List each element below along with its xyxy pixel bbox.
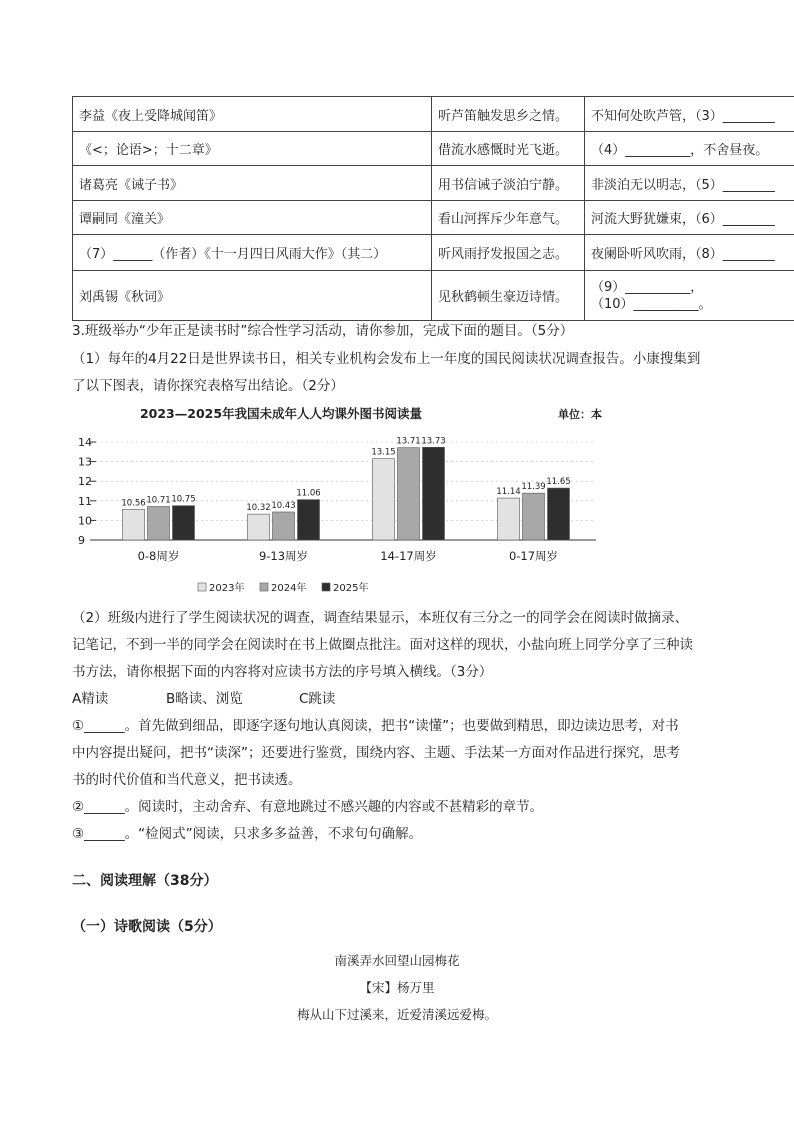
legend-label: 2025年 [333, 583, 369, 594]
poem-table [72, 96, 794, 321]
item2: ②______。阅读时，主动舍弃、有意地跳过不感兴趣的内容或不甚精彩的章节。 [72, 799, 544, 815]
bar-value-label: 11.06 [296, 488, 321, 499]
table-cell-theme: 借流水感慨时光飞逝。 [432, 132, 585, 166]
category-label: 0-17周岁 [508, 549, 559, 563]
bar-2023年 [498, 498, 520, 540]
option-b: B略读、浏览 [166, 691, 243, 707]
table-cell-line: 非淡泊无以明志，（5）________ [585, 166, 794, 201]
bar-2025年 [173, 506, 195, 540]
table-row [73, 97, 794, 132]
bar-2024年 [523, 493, 545, 540]
table-cell-source: 刘禹锡《秋词》 [73, 271, 432, 321]
bar-2023年 [123, 509, 145, 540]
legend-swatch [322, 583, 330, 591]
option-c: C跳读 [299, 691, 336, 707]
legend-label: 2024年 [271, 583, 307, 594]
table-cell-source: （7）______（作者）《十一月四日风雨大作》（其二） [73, 235, 432, 271]
legend [198, 581, 368, 594]
bars [121, 436, 570, 540]
table-line-part1: （9）__________， [591, 279, 704, 295]
legend-swatch [260, 583, 268, 591]
bar-2024年 [398, 448, 420, 540]
q3-part1-line2: 了以下图表，请你探究表格写出结论。（2分） [72, 378, 344, 394]
bar-value-label: 11.14 [496, 487, 521, 498]
bar-value-label: 13.73 [421, 436, 446, 447]
y-tick-label: 13 [78, 455, 92, 469]
item1-line1: ①______。首先做到细品，即逐字逐句地认真阅读，把书“读懂”；也要做到精思，即边读边思考，对书 [72, 718, 679, 734]
table-cell-source: 《<；论语>；十二章》 [73, 132, 432, 166]
y-tick-label: 9 [78, 534, 85, 547]
q3-part2-line2: 记笔记，不到一半的同学会在阅读时在书上做圈点批注。面对这样的现状，小盐向班上同学分享了三种读 [72, 637, 693, 653]
bar-value-label: 13.15 [371, 447, 396, 458]
q3-intro: 3.班级举办“少年正是读书时”综合性学习活动，请你参加，完成下面的题目。（5分） [72, 323, 574, 339]
reading-volume-chart [66, 400, 638, 600]
table-cell-source: 谭嗣同《潼关》 [73, 201, 432, 235]
category-label: 14-17周岁 [380, 549, 437, 563]
table-cell-theme: 听风雨抒发报国之志。 [432, 235, 585, 271]
table-cell-line: 河流大野犹嫌束，（6）________ [585, 201, 794, 235]
bar-value-label: 13.71 [396, 436, 421, 447]
bar-value-label: 10.43 [271, 500, 296, 511]
table-cell-line: 不知何处吹芦管，（3）________ [585, 97, 794, 132]
q3-part2-line3: 书方法，请你根据下面的内容将对应读书方法的序号填入横线。（3分） [72, 664, 493, 680]
y-tick-label: 14 [78, 436, 92, 449]
table-cell-theme: 用书信诫子淡泊宁静。 [432, 166, 585, 201]
category-label: 0-8周岁 [137, 549, 180, 563]
chart-title: 2023—2025年我国未成年人人均课外图书阅读量 [139, 406, 423, 421]
poem-line: 梅从山下过溪来，近爱清溪远爱梅。 [296, 1007, 497, 1022]
x-axis [138, 549, 558, 563]
table-cell-theme: 听芦笛触发思乡之情。 [432, 97, 585, 132]
poem-author: 【宋】杨万里 [359, 980, 435, 995]
bar-2025年 [298, 500, 320, 540]
legend-swatch [198, 583, 206, 591]
item1-line3: 书的时代价值和当代意义，把书读透。 [72, 772, 302, 788]
table-cell-line [585, 271, 794, 321]
y-tick-label: 12 [78, 475, 92, 489]
subsection-heading: （一）诗歌阅读（5分） [72, 919, 222, 935]
item3: ③______。“检阅式”阅读，只求多多益善，不求句句确解。 [72, 826, 423, 842]
table-cell-source: 李益《夜上受降城闻笛》 [73, 97, 432, 132]
table-row [73, 166, 794, 201]
bar-2025年 [423, 447, 445, 540]
table-line-part2: （10）__________。 [591, 296, 712, 312]
y-tick-label: 11 [78, 494, 92, 508]
q3-part2-line1: （2）班级内进行了学生阅读状况的调查，调查结果显示，本班仅有三分之一的同学会在阅读时做摘录、 [72, 610, 689, 626]
legend-label: 2023年 [209, 583, 245, 594]
bar-2024年 [148, 506, 170, 540]
poem-title: 南溪弄水回望山园梅花 [334, 953, 460, 968]
option-a: A精读 [72, 691, 109, 707]
category-label: 9-13周岁 [258, 549, 309, 563]
table-cell-theme: 看山河挥斥少年意气。 [432, 201, 585, 235]
q3-part1-line1: （1）每年的4月22日是世界读书日，相关专业机构会发布上一年度的国民阅读状况调查报告。小康搜集到 [72, 351, 701, 367]
table-row [73, 235, 794, 271]
table-row [73, 271, 794, 321]
table-row [73, 132, 794, 166]
chart-unit: 单位：本 [558, 408, 602, 421]
bar-2025年 [548, 488, 570, 540]
bar-value-label: 10.75 [171, 494, 196, 505]
section-heading: 二、阅读理解（38分） [72, 873, 218, 889]
table-cell-line: 夜阑卧听风吹雨，（8）________ [585, 235, 794, 271]
bar-2023年 [248, 514, 270, 540]
item1-line2: 中内容提出疑问，把书“读深”；还要进行鉴赏，围绕内容、主题、手法某一方面对作品进行探究，思考 [72, 745, 680, 761]
bar-value-label: 11.65 [546, 477, 571, 488]
bar-2024年 [273, 512, 295, 540]
bar-2023年 [373, 459, 395, 540]
y-tick-label: 10 [78, 514, 92, 528]
table-row [73, 201, 794, 235]
bar-value-label: 11.39 [521, 482, 546, 493]
bar-value-label: 10.32 [246, 503, 271, 514]
bar-value-label: 10.56 [121, 498, 146, 509]
table-cell-source: 诸葛亮《诫子书》 [73, 166, 432, 201]
bar-value-label: 10.71 [146, 495, 171, 506]
table-cell-theme: 见秋鹤顿生豪迈诗情。 [432, 271, 585, 321]
table-cell-line: （4）__________，不舍昼夜。 [585, 132, 794, 166]
